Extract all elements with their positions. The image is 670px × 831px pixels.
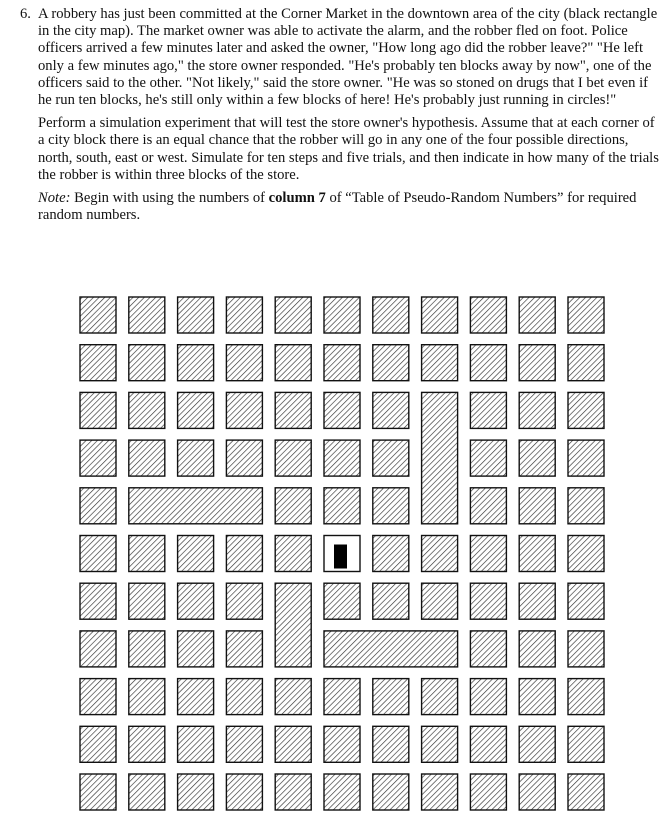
city-block — [324, 774, 360, 810]
city-block — [80, 726, 116, 762]
city-block — [129, 679, 165, 715]
city-block — [568, 297, 604, 333]
city-block — [568, 392, 604, 428]
city-block — [129, 774, 165, 810]
city-block — [568, 726, 604, 762]
city-block — [568, 488, 604, 524]
city-block — [226, 726, 262, 762]
city-block — [226, 679, 262, 715]
city-block — [519, 536, 555, 572]
city-block — [373, 536, 409, 572]
city-block — [373, 345, 409, 381]
city-block — [519, 583, 555, 619]
city-block — [178, 774, 214, 810]
city-block — [422, 536, 458, 572]
city-block — [178, 345, 214, 381]
vertical-block-col4 — [275, 583, 311, 667]
note-label: Note: — [38, 190, 71, 207]
city-block — [80, 774, 116, 810]
city-block — [226, 440, 262, 476]
city-block — [275, 774, 311, 810]
city-block — [178, 679, 214, 715]
city-block — [519, 345, 555, 381]
note-column-ref: column 7 — [268, 190, 326, 207]
city-block — [519, 631, 555, 667]
city-block — [373, 440, 409, 476]
city-block — [422, 297, 458, 333]
city-block — [519, 488, 555, 524]
city-block — [129, 583, 165, 619]
city-block — [373, 297, 409, 333]
corner-market-marker — [334, 545, 347, 569]
city-block — [568, 631, 604, 667]
city-block — [178, 726, 214, 762]
city-block — [226, 774, 262, 810]
city-block — [80, 583, 116, 619]
city-block — [80, 631, 116, 667]
city-block — [470, 679, 506, 715]
horizontal-block-row4 — [129, 488, 263, 524]
city-block — [226, 392, 262, 428]
city-block — [470, 726, 506, 762]
city-block — [470, 583, 506, 619]
city-block — [226, 631, 262, 667]
city-block — [129, 536, 165, 572]
city-block — [324, 392, 360, 428]
city-block — [470, 774, 506, 810]
city-block — [519, 726, 555, 762]
city-block — [422, 726, 458, 762]
city-block — [178, 536, 214, 572]
city-block — [226, 345, 262, 381]
city-block — [80, 679, 116, 715]
city-block — [80, 297, 116, 333]
city-block — [324, 488, 360, 524]
problem-paragraph-scenario: A robbery has just been committed at the Corner Market in the downtown area of the city (black rectangle in the city map). The market owner was able to activate the alarm, and the robber fled on foot. Police officers arrived a few minutes later and asked the owner, "How long ago did the robber leave?" "He left only a few minutes ago," the store owner responded. "He's probably ten blocks away by now", one of the officers said to the other. "Not likely," said the store owner. "He was so stoned on drugs that I bet even if he run ten blocks, he's still only within a few blocks of here! He's probably just running in circles!" — [38, 6, 658, 109]
city-block — [470, 631, 506, 667]
city-block — [129, 631, 165, 667]
city-block — [519, 392, 555, 428]
city-block — [470, 297, 506, 333]
note-text-after: of “Table of Pseudo-Random Numbers” for required random numbers. — [38, 190, 637, 224]
city-block — [519, 679, 555, 715]
city-block — [324, 345, 360, 381]
city-block — [568, 774, 604, 810]
city-block — [80, 440, 116, 476]
horizontal-block-row7 — [324, 631, 458, 667]
city-block — [275, 726, 311, 762]
city-block — [422, 583, 458, 619]
city-block — [275, 345, 311, 381]
city-block — [226, 536, 262, 572]
city-block — [470, 392, 506, 428]
city-block — [129, 440, 165, 476]
city-block — [568, 440, 604, 476]
city-block — [324, 297, 360, 333]
city-block — [275, 488, 311, 524]
city-block — [568, 345, 604, 381]
problem-paragraph-task: Perform a simulation experiment that will test the store owner's hypothesis. Assume that at each corner of a city block there is an equal chance that the robber will go in any one of the four possible directions, north, south, east or west. Simulate for ten steps and five trials, and then indicate in how many of the trials the robber is within three blocks of the store. — [38, 115, 659, 183]
city-block — [275, 440, 311, 476]
city-block — [519, 297, 555, 333]
city-block — [324, 726, 360, 762]
city-block — [275, 392, 311, 428]
city-block — [275, 679, 311, 715]
city-block — [568, 536, 604, 572]
city-block — [178, 583, 214, 619]
city-block — [324, 679, 360, 715]
city-block — [373, 583, 409, 619]
city-block — [324, 440, 360, 476]
city-block — [470, 345, 506, 381]
city-block — [324, 583, 360, 619]
city-block — [129, 726, 165, 762]
city-block — [519, 774, 555, 810]
city-block — [519, 440, 555, 476]
city-block — [129, 392, 165, 428]
city-block — [80, 536, 116, 572]
city-block — [80, 488, 116, 524]
city-block — [470, 536, 506, 572]
city-block — [422, 345, 458, 381]
city-block — [470, 440, 506, 476]
problem-number: 6. — [20, 6, 31, 22]
city-block — [275, 297, 311, 333]
city-block — [373, 392, 409, 428]
city-block — [80, 345, 116, 381]
city-block — [568, 583, 604, 619]
city-block — [422, 679, 458, 715]
city-block — [178, 392, 214, 428]
note-text-before: Begin with using the numbers of — [70, 190, 269, 207]
city-block — [178, 440, 214, 476]
city-block — [373, 679, 409, 715]
city-block — [373, 726, 409, 762]
city-block — [275, 536, 311, 572]
city-block — [80, 392, 116, 428]
city-block — [373, 488, 409, 524]
city-block — [422, 774, 458, 810]
city-block — [470, 488, 506, 524]
city-block — [129, 297, 165, 333]
city-block — [178, 297, 214, 333]
city-block — [568, 679, 604, 715]
vertical-block-col7 — [422, 392, 458, 523]
city-block — [373, 774, 409, 810]
city-block — [178, 631, 214, 667]
city-block — [226, 297, 262, 333]
city-block — [226, 583, 262, 619]
city-block — [129, 345, 165, 381]
